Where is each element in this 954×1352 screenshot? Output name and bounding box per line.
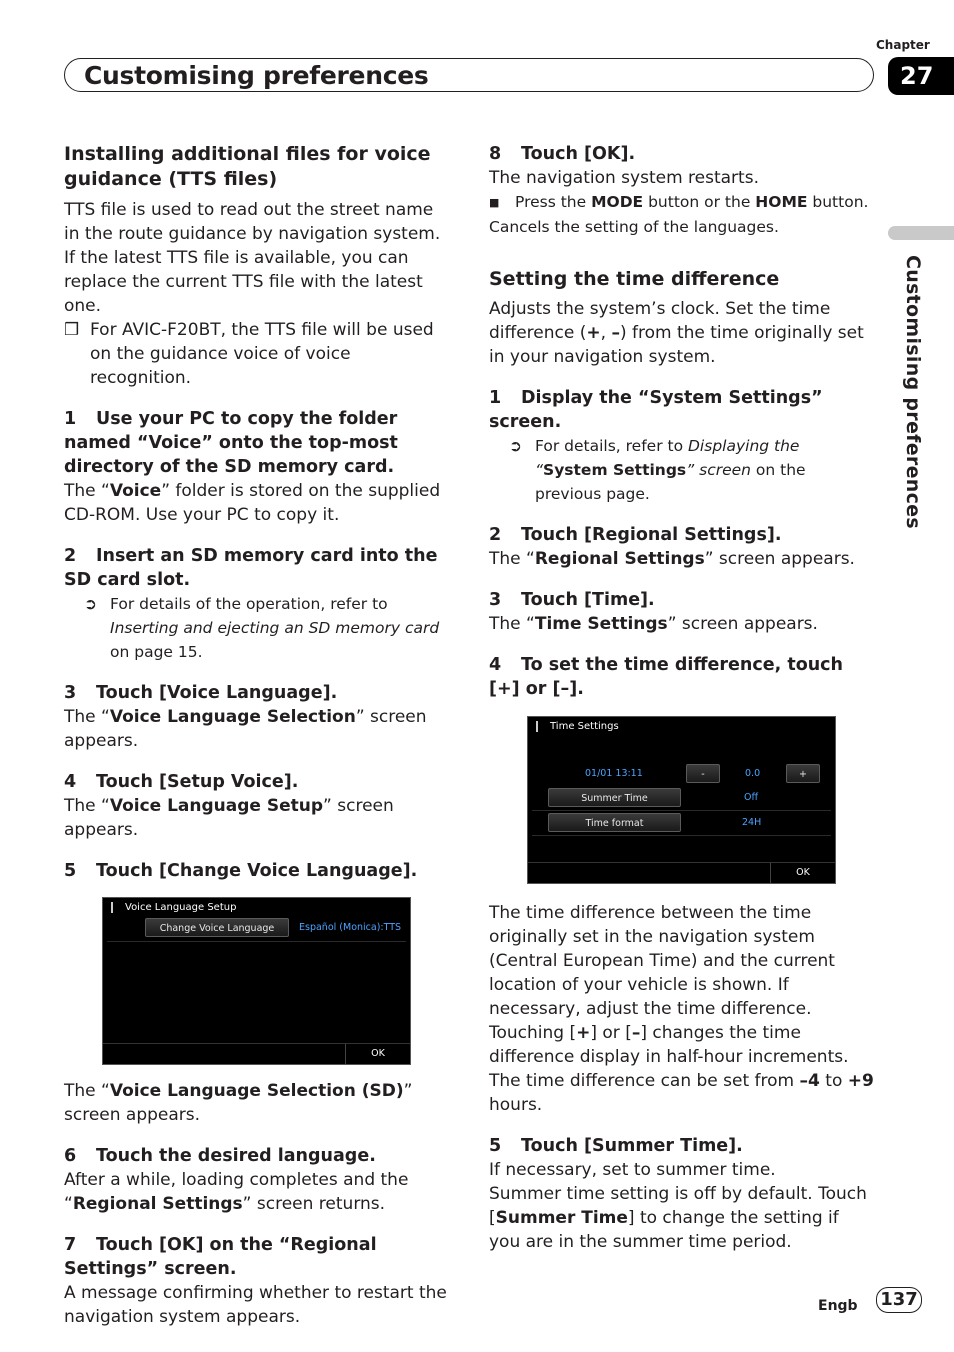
screen-title: Time Settings [550,721,619,732]
step-4-body: The “Voice Language Setup” screen appears. [64,796,394,840]
note-text: For AVIC-F20BT, the TTS file will be used on the guidance voice of voice recognition. [90,320,434,388]
section-heading: Setting the time difference [489,268,780,290]
intro-paragraph: TTS file is used to read out the street name in the route guidance by navigation system. If the latest TTS file is available, you can replace the current TTS file with the latest one. [64,200,441,316]
step-7-body: A message confirming whether to restart the navigation system appears. [64,1283,447,1327]
step-text: Touch [Setup Voice]. [96,772,299,792]
range-paragraph: The time difference can be set from –4 to +9 hours. [489,1071,874,1115]
intro-paragraph: Adjusts the system’s clock. Set the time difference (+, –) from the time originally set in your navigation system. [489,299,864,367]
step-number: 7 [64,1235,77,1255]
step-7 [64,1233,454,1281]
step-1-body: The “Voice” folder is stored on the supplied CD-ROM. Use your PC to copy it. [64,481,441,525]
left-column [64,142,454,1329]
step-r1 [489,386,875,434]
step-text: Touch [OK]. [521,144,636,164]
step-text: Insert an SD memory card into the SD card slot. [64,546,438,590]
page-title: Customising preferences [84,61,429,90]
step-5-body: The “Voice Language Selection (SD)” screen appears. [64,1081,413,1125]
step-3-body: The “Voice Language Selection” screen appears. [64,707,427,751]
time-format-value: 24H [742,817,762,828]
step-number: 4 [489,655,502,675]
step-text: Touch [Regional Settings]. [521,525,782,545]
step-number: 2 [489,525,502,545]
step-text: To set the time difference, touch [+] or [–]. [489,655,844,699]
explanation-paragraph: The time difference between the time originally set in the navigation system (Central European Time) and the current location of your vehicle is shown. If necessary, adjust the time difference. Touching [+] or [–] changes the time difference display in half-hour increments. [489,903,849,1067]
ok-button[interactable]: OK [345,1044,410,1064]
step-text: Use your PC to copy the folder named “Voice” onto the top-most directory of the SD memory card. [64,409,398,477]
step-r2 [489,523,875,547]
step-6 [64,1144,454,1168]
step-number: 4 [64,772,77,792]
step-3 [64,681,454,705]
step-text: Touch [OK] on the “Regional Settings” screen. [64,1235,377,1279]
time-format-button[interactable]: Time format [548,813,681,832]
summer-time-button[interactable]: Summer Time [548,788,681,807]
step-6-body: After a while, loading completes and the “Regional Settings” screen returns. [64,1170,409,1214]
step-number: 1 [489,388,502,408]
page-number: 137 [876,1287,922,1313]
step-r5 [489,1134,875,1158]
step-number: 8 [489,144,502,164]
step-r4 [489,653,875,701]
step-4 [64,770,454,794]
step-r3-body: The “Time Settings” screen appears. [489,614,818,634]
step-r2-body: The “Regional Settings” screen appears. [489,549,855,569]
arrow-icon: ➲ [84,595,97,613]
summer-time-value: Off [744,792,759,803]
time-settings-screenshot [527,716,836,884]
side-section-label: Customising preferences [902,255,924,529]
time-difference-value: 0.0 [745,768,761,779]
chapter-number: 27 [888,57,954,95]
chapter-label: Chapter [876,38,930,52]
step-number: 5 [64,861,77,881]
right-column [489,142,875,1254]
note [64,318,454,390]
screen-title: Voice Language Setup [125,902,237,913]
step-2 [64,544,454,592]
arrow-icon: ➲ [509,437,522,455]
language-code: Engb [818,1298,858,1314]
step-r1-note: ➲ For details, refer to Displaying the “System Settings” screen on the previous page. [489,434,875,506]
side-tab-marker [888,226,954,240]
square-bullet-icon: ■ [489,196,500,209]
step-number: 2 [64,546,77,566]
voice-language-value: Español (Monica):TTS [299,922,402,933]
plus-button[interactable]: + [786,764,820,783]
step-text: Touch [Voice Language]. [96,683,338,703]
ok-button[interactable]: OK [770,863,835,883]
step-8-body: The navigation system restarts. [489,168,759,188]
minus-button[interactable]: - [686,764,720,783]
step-text: Touch the desired language. [96,1146,376,1166]
step-number: 3 [64,683,77,703]
step-text: Display the “System Settings” screen. [489,388,823,432]
current-datetime: 01/01 13:11 [585,768,643,779]
step-5 [64,859,454,883]
step-1 [64,407,454,479]
step-r5-body-1: If necessary, set to summer time. [489,1160,776,1180]
step-text: Touch [Time]. [521,590,655,610]
step-number: 5 [489,1136,502,1156]
step-number: 3 [489,590,502,610]
section-heading: Installing additional files for voice guidance (TTS files) [64,143,431,190]
step-r5-body-2: Summer time setting is off by default. Touch [Summer Time] to change the setting if you are in the summer time period. [489,1184,867,1252]
step-2-note: ➲ For details of the operation, refer to Inserting and ejecting an SD memory card on page 15. [64,592,454,664]
step-8-note: ■ Press the MODE button or the HOME button. Cancels the setting of the languages. [489,193,869,236]
voice-language-setup-screenshot [102,897,411,1065]
step-text: Touch [Summer Time]. [521,1136,743,1156]
step-r3 [489,588,875,612]
change-voice-language-button[interactable]: Change Voice Language [145,918,289,937]
step-number: 1 [64,409,77,429]
note-box-icon: ❒ [64,320,80,340]
step-text: Touch [Change Voice Language]. [96,861,418,881]
step-number: 6 [64,1146,77,1166]
step-8 [489,142,875,166]
cross-reference: Inserting and ejecting an SD memory card [110,619,440,637]
